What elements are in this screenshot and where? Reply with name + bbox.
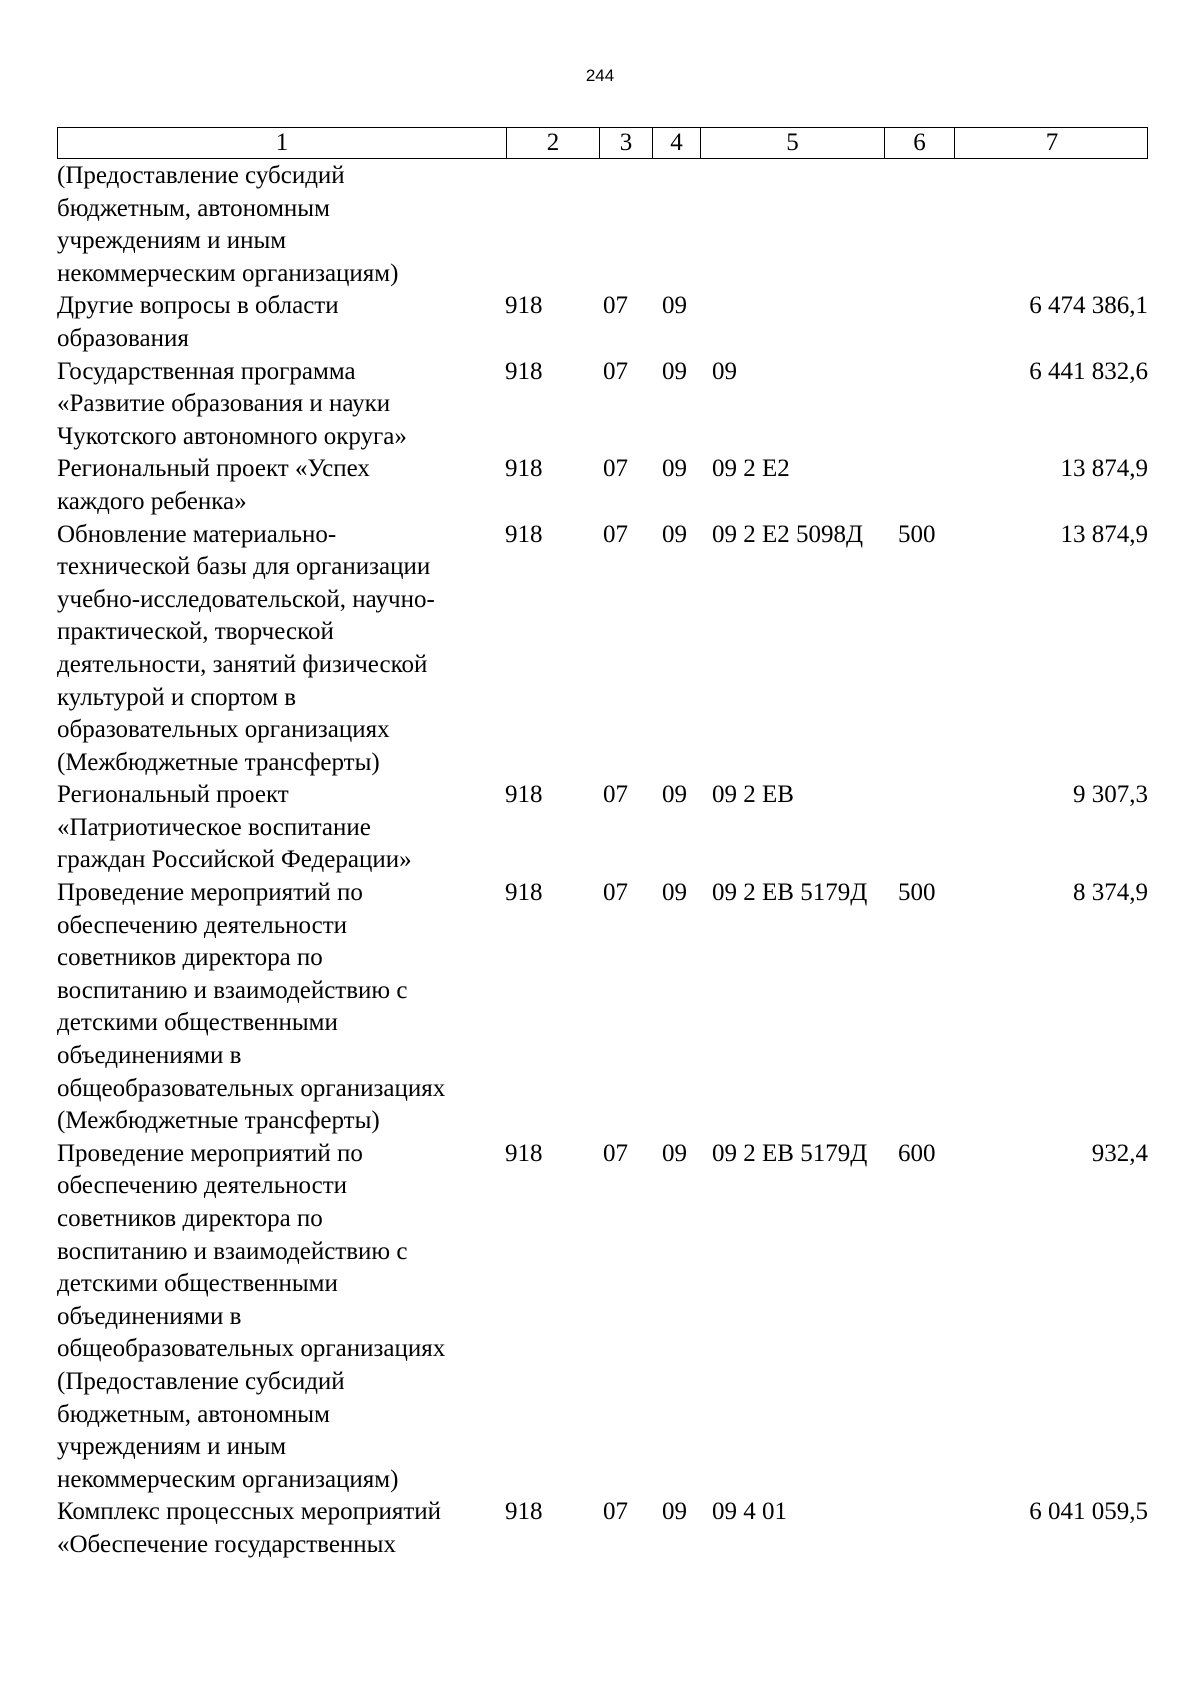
row-name-line: (Предоставление субсидий	[57, 1367, 345, 1395]
row-col3: 07	[603, 455, 628, 483]
row-name-line: общеобразовательных организациях	[57, 1335, 446, 1363]
header-col-3: 3	[600, 128, 653, 158]
row-name-line: некоммерческим организациям)	[57, 259, 399, 287]
page-number: 244	[585, 66, 615, 85]
row-name-line: культурой и спортом в	[57, 683, 297, 711]
row-name-line: практической, творческой	[57, 618, 334, 646]
row-name-line: Проведение мероприятий по	[57, 879, 363, 907]
table-row	[57, 779, 1148, 877]
row-name	[57, 1496, 507, 1561]
table-row	[57, 1138, 1148, 1497]
row-col6: 500	[898, 879, 936, 907]
row-col3: 07	[603, 357, 628, 385]
row-name-line: бюджетным, автономным	[57, 194, 330, 222]
row-col3: 07	[603, 520, 628, 548]
row-col7: 9 307,3	[1073, 781, 1148, 809]
row-name-line: учебно-исследовательской, научно-	[57, 585, 435, 613]
table-row	[57, 519, 1148, 780]
row-name-line: детскими общественными	[57, 1009, 338, 1037]
row-col6: 500	[898, 520, 936, 548]
row-col2: 918	[505, 1139, 543, 1167]
row-col7: 6 474 386,1	[1029, 292, 1148, 320]
row-name-line: учреждениям и иным	[57, 227, 287, 255]
row-name-line: Проведение мероприятий по	[57, 1139, 363, 1167]
row-col7: 932,4	[1091, 1139, 1148, 1167]
row-col2: 918	[505, 292, 543, 320]
row-name	[57, 160, 507, 290]
row-name-line: советников директора по	[57, 944, 323, 972]
row-col5: 09 2 ЕВ	[712, 781, 794, 809]
row-name-line: объединениями в	[57, 1042, 242, 1070]
row-col5: 09 4 01	[712, 1498, 787, 1526]
table-row	[57, 356, 1148, 454]
row-name-line: советников директора по	[57, 1205, 323, 1232]
row-name	[57, 290, 507, 355]
table-row	[57, 453, 1148, 518]
row-name	[57, 519, 507, 780]
row-name-line: бюджетным, автономным	[57, 1400, 330, 1428]
header-col-7: 7	[1045, 129, 1059, 156]
row-col3: 07	[603, 879, 628, 907]
table-row	[57, 877, 1148, 1138]
row-name-line: общеобразовательных организациях	[57, 1074, 446, 1102]
row-name-line: «Обеспечение государственных	[57, 1530, 396, 1558]
row-name-line: Чукотского автономного округа»	[57, 422, 407, 450]
row-name	[57, 356, 507, 454]
row-col2: 918	[505, 879, 543, 907]
row-name	[57, 1138, 507, 1497]
table-row	[57, 290, 1148, 355]
table-row	[57, 160, 1148, 290]
row-name-line: (Межбюджетные трансферты)	[57, 748, 380, 776]
row-name-line: деятельности, занятий физической	[57, 650, 428, 678]
row-col4: 09	[662, 1498, 687, 1526]
row-col3: 07	[603, 1139, 628, 1167]
row-col4: 09	[662, 357, 687, 385]
row-name-line: образовательных организациях	[57, 716, 390, 744]
row-col5: 09 2 ЕВ 5179Д	[712, 879, 868, 907]
row-col6: 600	[898, 1139, 936, 1167]
row-col4: 09	[662, 1139, 687, 1167]
row-col4: 09	[662, 879, 687, 907]
row-name-line: граждан Российской Федерации»	[57, 846, 412, 874]
row-col7: 6 041 059,5	[1029, 1498, 1148, 1526]
row-name-line: Региональный проект «Успех	[57, 455, 370, 483]
row-name-line: воспитанию и взаимодействию с	[57, 1237, 408, 1265]
row-col7: 13 874,9	[1060, 520, 1148, 548]
row-name-line: обеспечению деятельности	[57, 1172, 348, 1200]
row-col3: 07	[603, 292, 628, 320]
row-col4: 09	[662, 781, 687, 809]
row-col5: 09 2 Е2	[712, 455, 790, 483]
row-col5: 09 2 ЕВ 5179Д	[712, 1139, 868, 1167]
header-col-5: 5	[701, 128, 885, 158]
row-name-line: обеспечению деятельности	[57, 911, 348, 939]
table-header	[57, 127, 1148, 159]
row-name-line: некоммерческим организациям)	[57, 1465, 399, 1493]
row-name-line: Комплекс процессных мероприятий	[57, 1498, 442, 1526]
row-name-line: «Развитие образования и науки	[57, 390, 391, 418]
row-name-line: «Патриотическое воспитание	[57, 813, 371, 841]
row-name-line: образования	[57, 324, 189, 352]
header-col-1: 1	[58, 128, 507, 158]
row-name	[57, 453, 507, 518]
row-name	[57, 779, 507, 877]
row-col2: 918	[505, 1498, 543, 1526]
table-row	[57, 1496, 1148, 1561]
row-col7: 8 374,9	[1073, 879, 1148, 907]
row-name-line: Обновление материально-	[57, 520, 337, 548]
row-name	[57, 877, 507, 1138]
row-col2: 918	[505, 357, 543, 385]
row-col7: 13 874,9	[1060, 455, 1148, 483]
table-body	[57, 160, 1148, 1562]
row-name-line: Региональный проект	[57, 781, 289, 809]
row-name-line: (Межбюджетные трансферты)	[57, 1107, 380, 1135]
header-col-4: 4	[653, 128, 701, 158]
row-col2: 918	[505, 455, 543, 483]
row-name-line: каждого ребенка»	[57, 487, 247, 515]
row-col4: 09	[662, 292, 687, 320]
row-name-line: учреждениям и иным	[57, 1433, 287, 1461]
row-col3: 07	[603, 1498, 628, 1526]
row-name-line: детскими общественными	[57, 1270, 338, 1298]
row-col4: 09	[662, 520, 687, 548]
row-col5: 09 2 Е2 5098Д	[712, 520, 864, 548]
row-col3: 07	[603, 781, 628, 809]
row-name-line: Государственная программа	[57, 357, 356, 385]
row-col2: 918	[505, 520, 543, 548]
row-name-line: технической базы для организации	[57, 553, 431, 581]
header-col-2: 2	[507, 128, 600, 158]
row-col4: 09	[662, 455, 687, 483]
row-name-line: Другие вопросы в области	[57, 292, 339, 320]
header-col-6: 6	[885, 128, 955, 158]
row-col2: 918	[505, 781, 543, 809]
row-col7: 6 441 832,6	[1029, 357, 1148, 385]
row-name-line: (Предоставление субсидий	[57, 162, 345, 189]
row-name-line: воспитанию и взаимодействию с	[57, 976, 408, 1004]
row-col5: 09	[712, 357, 737, 385]
row-name-line: объединениями в	[57, 1302, 242, 1330]
